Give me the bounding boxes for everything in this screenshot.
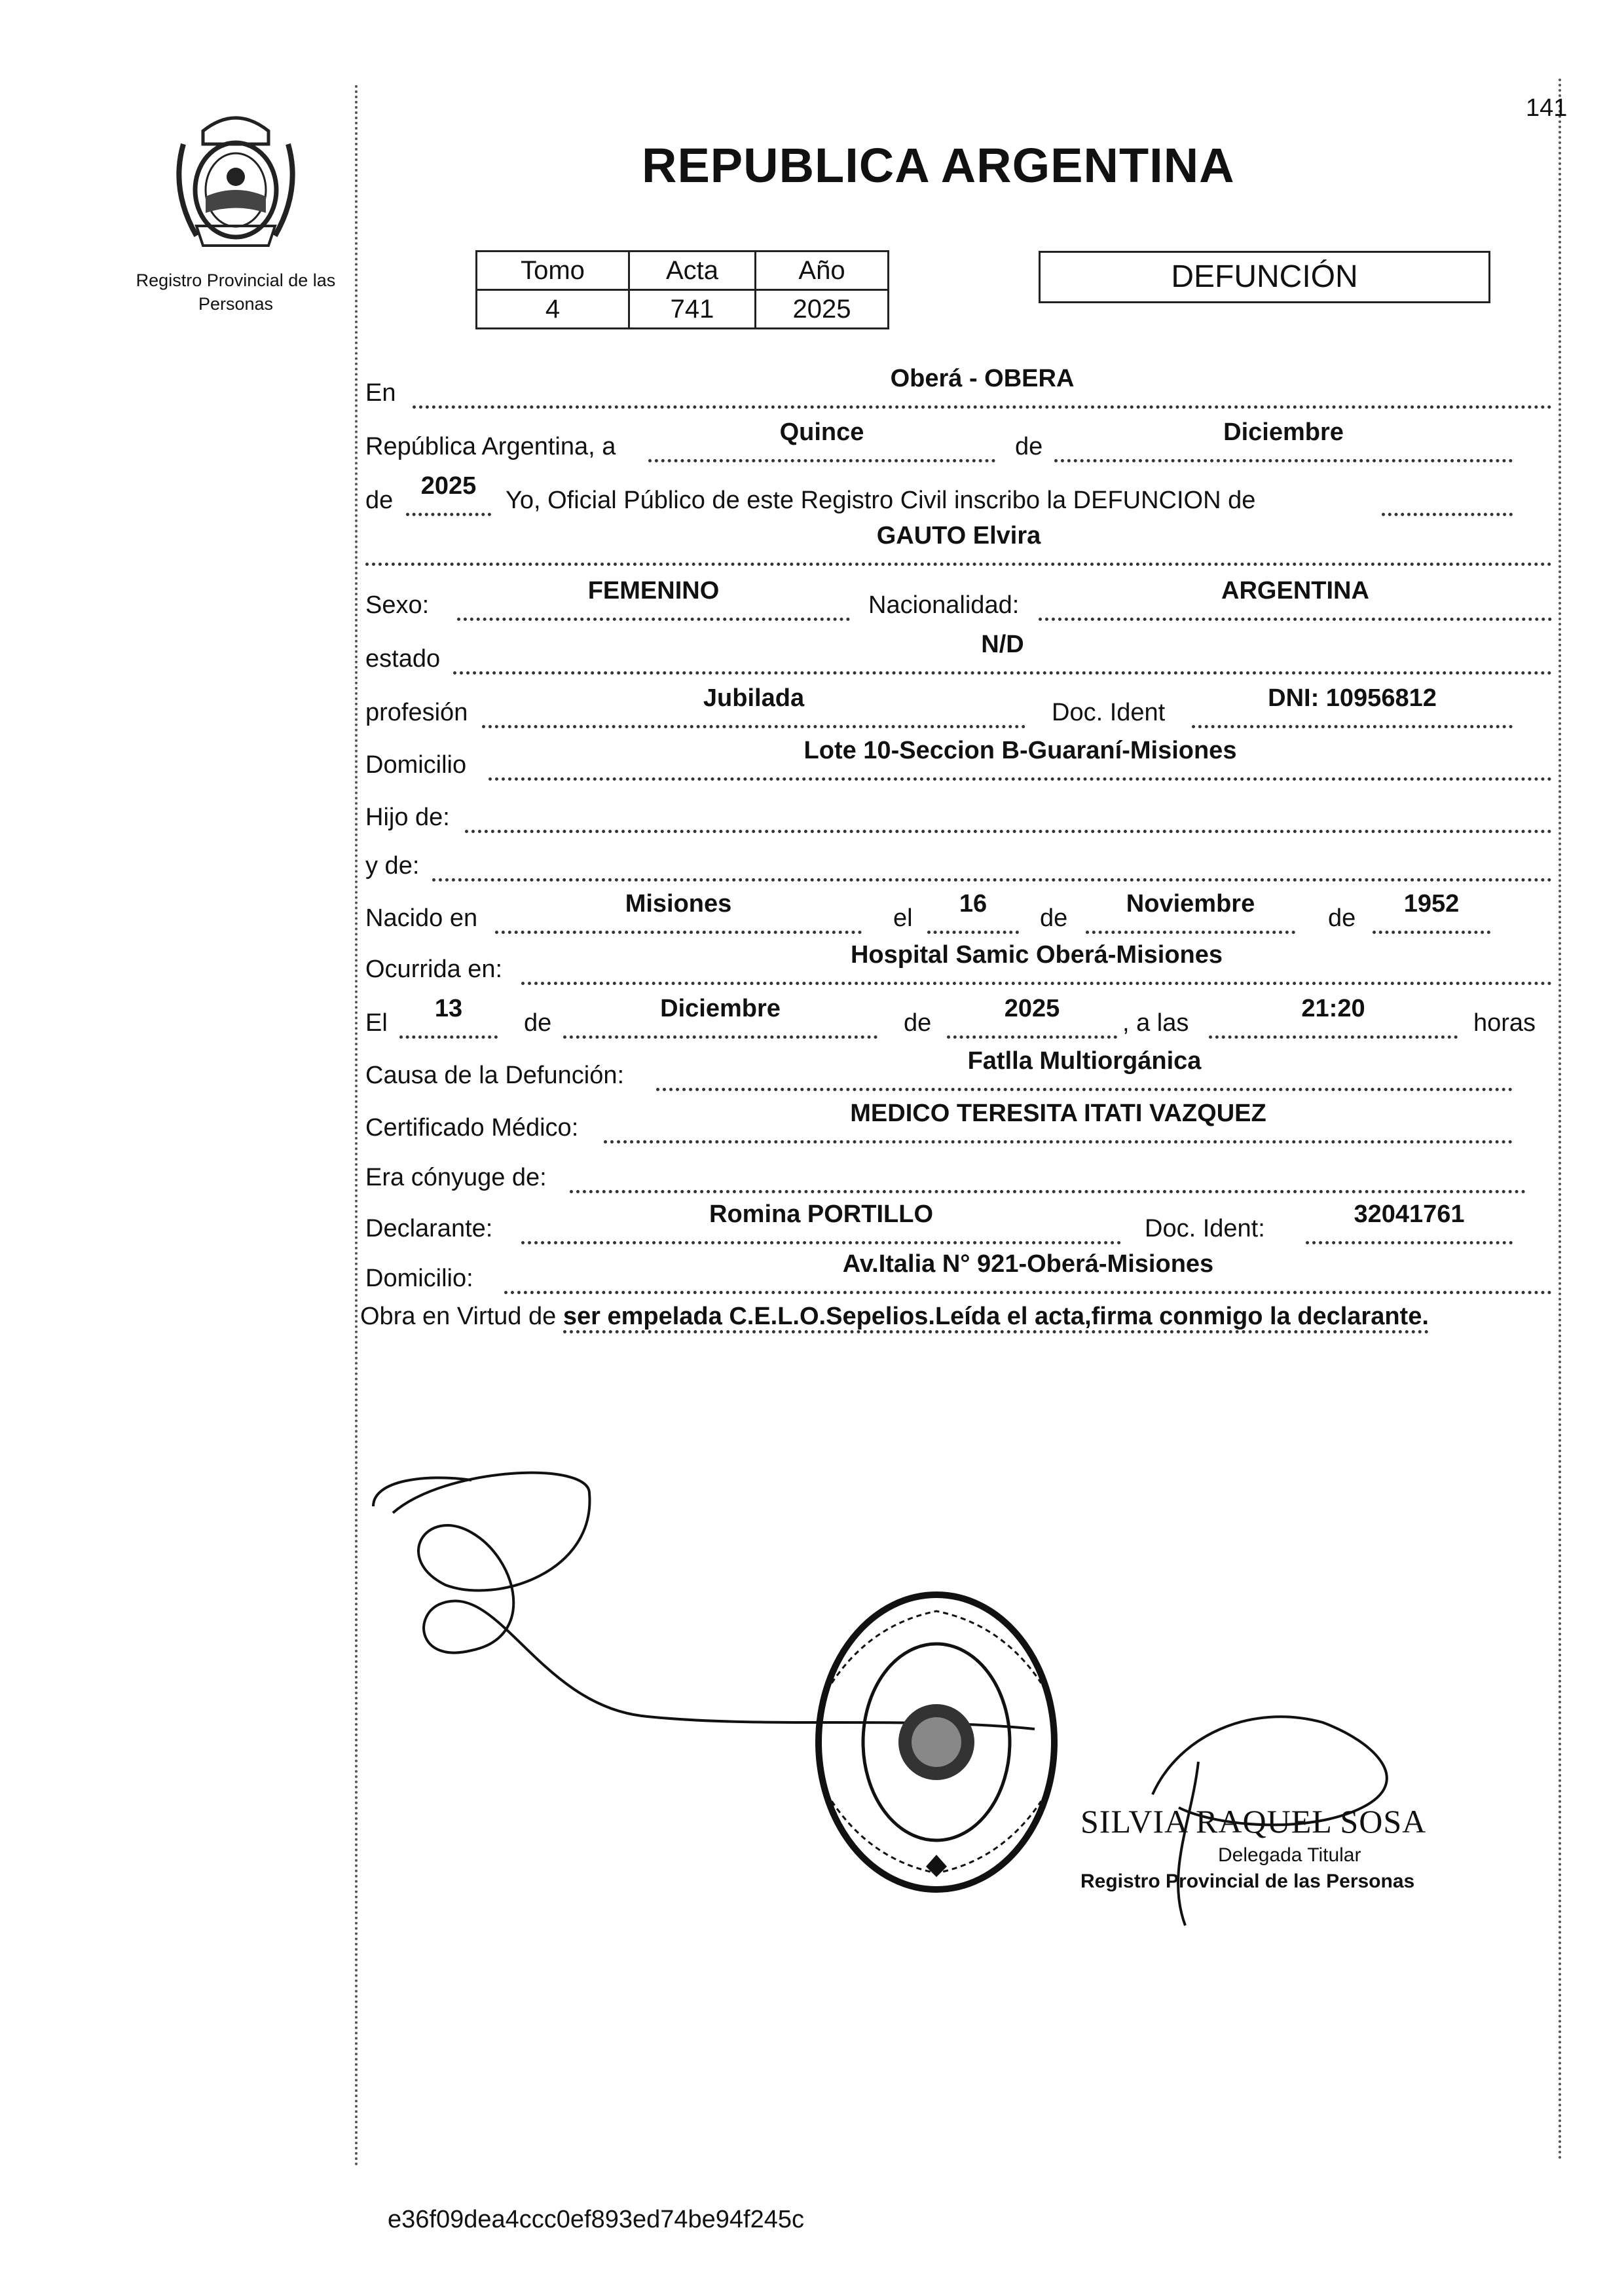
registry-name: Registro Provincial de las Personas <box>136 270 336 314</box>
label-doc-ident: Doc. Ident <box>1052 699 1166 726</box>
page-number: 141 <box>1526 94 1568 122</box>
table-cell: 2025 <box>756 290 889 329</box>
obra-en-virtud <box>360 1299 1539 1333</box>
label-doc-ident: Doc. Ident: <box>1145 1215 1265 1242</box>
field-lugar: Oberá - OBERA <box>413 371 1552 409</box>
form-row-fecha <box>360 418 1552 465</box>
label-a-las: , a las <box>1122 1009 1189 1037</box>
field-ocurrida-en: Hospital Samic Oberá-Misiones <box>521 948 1552 985</box>
label-de: de <box>1328 904 1356 932</box>
field-dia-letras: Quince <box>648 425 995 462</box>
field-conyuge <box>570 1156 1526 1193</box>
form-row-domicilio <box>360 737 1552 783</box>
label-hijo-de: Hijo de: <box>365 804 450 831</box>
field-nac-dia: 16 <box>927 897 1019 934</box>
label-conyuge: Era cónyuge de: <box>365 1164 547 1191</box>
field-declarante-domicilio: Av.Italia N° 921-Oberá-Misiones <box>504 1257 1552 1294</box>
field-hijo-de <box>465 796 1552 833</box>
form-row-anio <box>360 472 1552 519</box>
form-row-domicilio-declarante <box>360 1250 1552 1297</box>
form-row-nacido <box>360 890 1552 937</box>
form-row-ocurrida <box>360 941 1552 988</box>
label-de: de <box>1015 433 1043 460</box>
field-sexo: FEMENINO <box>457 584 850 621</box>
table-header: Acta <box>629 251 756 290</box>
form-row-fecha-defuncion <box>360 995 1552 1041</box>
field-declarante: Romina PORTILLO <box>521 1207 1121 1244</box>
label-declarante: Declarante: <box>365 1215 493 1242</box>
form-row-estado <box>360 631 1552 677</box>
form-row-declarante <box>360 1200 1552 1247</box>
official-name: SILVIA RAQUEL SOSA <box>1080 1803 1427 1840</box>
field-nac-mes: Noviembre <box>1086 897 1295 934</box>
table-header: Año <box>756 251 889 290</box>
field-def-dia: 13 <box>399 1001 498 1039</box>
label-domicilio: Domicilio <box>365 751 467 779</box>
form-row-nombre <box>360 522 1552 568</box>
field-anio: 2025 <box>406 479 491 516</box>
field-causa: Fatlla Multiorgánica <box>656 1054 1513 1091</box>
field-nombre: GAUTO Elvira <box>365 529 1552 566</box>
field-declarante-doc: 32041761 <box>1306 1207 1513 1244</box>
label-yo-oficial: Yo, Oficial Público de este Registro Civil inscribo la DEFUNCION de <box>506 487 1256 514</box>
label-obra: Obra en Virtud de <box>360 1303 557 1330</box>
form-row-profesion <box>360 684 1552 731</box>
field-nac-anio: 1952 <box>1373 897 1490 934</box>
label-horas: horas <box>1473 1009 1536 1037</box>
form-row-lugar <box>360 365 1552 411</box>
table-header: Tomo <box>477 251 629 290</box>
label-y-de: y de: <box>365 852 420 880</box>
field-obra-texto: ser empelada C.E.L.O.Sepelios.Leída el acta,firma conmigo la declarante. <box>563 1303 1429 1333</box>
label-el: el <box>893 904 913 932</box>
record-table <box>475 250 889 329</box>
label-republica: República Argentina, a <box>365 433 616 460</box>
label-El: El <box>365 1009 388 1037</box>
field-estado: N/D <box>453 637 1552 675</box>
form-row-conyuge <box>360 1157 1552 1196</box>
label-sexo: Sexo: <box>365 591 430 619</box>
table-cell: 741 <box>629 290 756 329</box>
field-def-anio: 2025 <box>947 1001 1117 1039</box>
label-estado: estado <box>365 645 441 673</box>
label-causa: Causa de la Defunción: <box>365 1062 625 1089</box>
form-row-certificado <box>360 1100 1552 1146</box>
form-row-sexo <box>360 577 1552 623</box>
field-doc: DNI: 10956812 <box>1192 691 1513 728</box>
label-nacido-en: Nacido en <box>365 904 478 932</box>
field-mes: Diciembre <box>1054 425 1513 462</box>
label-ocurrida-en: Ocurrida en: <box>365 956 503 983</box>
form-row-y-de <box>360 845 1552 884</box>
field-def-hora: 21:20 <box>1209 1001 1458 1039</box>
province-emblem-icon <box>157 105 314 262</box>
label-nacionalidad: Nacionalidad: <box>868 591 1020 619</box>
official-org: Registro Provincial de las Personas <box>1080 1870 1415 1892</box>
label-de: de <box>904 1009 932 1037</box>
table-cell: 4 <box>477 290 629 329</box>
field-y-de <box>432 844 1552 882</box>
label-certificado: Certificado Médico: <box>365 1114 579 1142</box>
field-filler <box>1382 479 1513 516</box>
form-row-causa <box>360 1047 1552 1094</box>
right-margin-line <box>1559 79 1561 2161</box>
official-seal <box>805 1585 1067 1899</box>
form-row-hijo-de <box>360 796 1552 836</box>
left-margin-line <box>355 85 358 2168</box>
label-profesion: profesión <box>365 699 468 726</box>
field-certificado: MEDICO TERESITA ITATI VAZQUEZ <box>604 1106 1513 1144</box>
label-de: de <box>365 487 394 514</box>
label-de: de <box>1040 904 1068 932</box>
official-role: Delegada Titular <box>1218 1844 1361 1866</box>
label-de: de <box>524 1009 552 1037</box>
field-def-mes: Diciembre <box>563 1001 877 1039</box>
label-domicilio: Domicilio: <box>365 1265 473 1292</box>
field-nacido-en: Misiones <box>495 897 862 934</box>
field-nacionalidad: ARGENTINA <box>1039 584 1552 621</box>
field-domicilio: Lote 10-Seccion B-Guaraní-Misiones <box>489 743 1552 781</box>
page-title: REPUBLICA ARGENTINA <box>642 138 1235 193</box>
record-kind: DEFUNCIÓN <box>1039 251 1490 303</box>
document-hash: e36f09dea4ccc0ef893ed74be94f245c <box>388 2206 805 2233</box>
field-profesion: Jubilada <box>482 691 1025 728</box>
label-en: En <box>365 379 396 407</box>
